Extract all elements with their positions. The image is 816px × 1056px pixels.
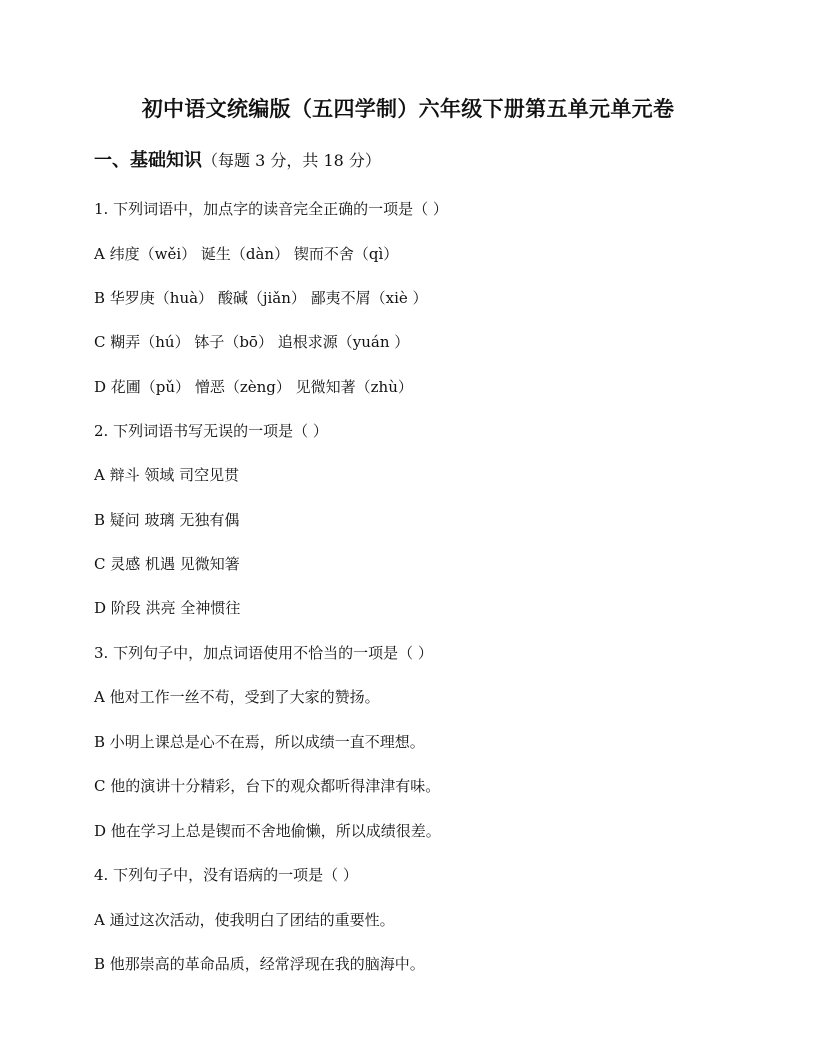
question-3-option-b: B 小明上课总是心不在焉，所以成绩一直不理想。 [94, 733, 425, 751]
question-2-option-b: B 疑问 玻璃 无独有偶 [94, 511, 240, 529]
page-title: 初中语文统编版（五四学制）六年级下册第五单元单元卷 [141, 96, 675, 121]
section-heading [94, 148, 381, 174]
question-3-option-c: C 他的演讲十分精彩，台下的观众都听得津津有味。 [94, 777, 441, 795]
question-4-option-a: A 通过这次活动，使我明白了团结的重要性。 [94, 911, 395, 929]
question-1-option-b: B 华罗庚（huà） 酸碱（jiǎn） 鄙夷不屑（xiè ） [94, 289, 428, 307]
question-2: 2. 下列词语书写无误的一项是（ ） [94, 422, 328, 440]
question-2-option-d: D 阶段 洪亮 全神惯往 [94, 599, 241, 617]
question-4: 4. 下列句子中，没有语病的一项是（ ） [94, 866, 358, 884]
question-1-option-d: D 花圃（pǔ） 憎恶（zèng） 见微知著（zhù） [94, 378, 413, 396]
question-1: 1. 下列词语中，加点字的读音完全正确的一项是（ ） [94, 200, 448, 218]
question-2-option-c: C 灵感 机遇 见微知箸 [94, 555, 240, 573]
section-heading-note: （每题 3 分，共 18 分） [202, 151, 381, 170]
question-3-option-d: D 他在学习上总是锲而不舍地偷懒，所以成绩很差。 [94, 822, 441, 840]
question-3-option-a: A 他对工作一丝不苟，受到了大家的赞扬。 [94, 688, 380, 706]
question-1-option-c: C 糊弄（hú） 钵子（bō） 追根求源（yuán ） [94, 333, 410, 351]
question-3: 3. 下列句子中，加点词语使用不恰当的一项是（ ） [94, 644, 433, 662]
section-heading-label: 一、基础知识 [94, 150, 202, 171]
question-1-option-a: A 纬度（wěi） 诞生（dàn） 锲而不舍（qì） [94, 245, 399, 263]
question-4-option-b: B 他那崇高的革命品质，经常浮现在我的脑海中。 [94, 955, 425, 973]
question-2-option-a: A 辩斗 领域 司空见贯 [94, 466, 240, 484]
